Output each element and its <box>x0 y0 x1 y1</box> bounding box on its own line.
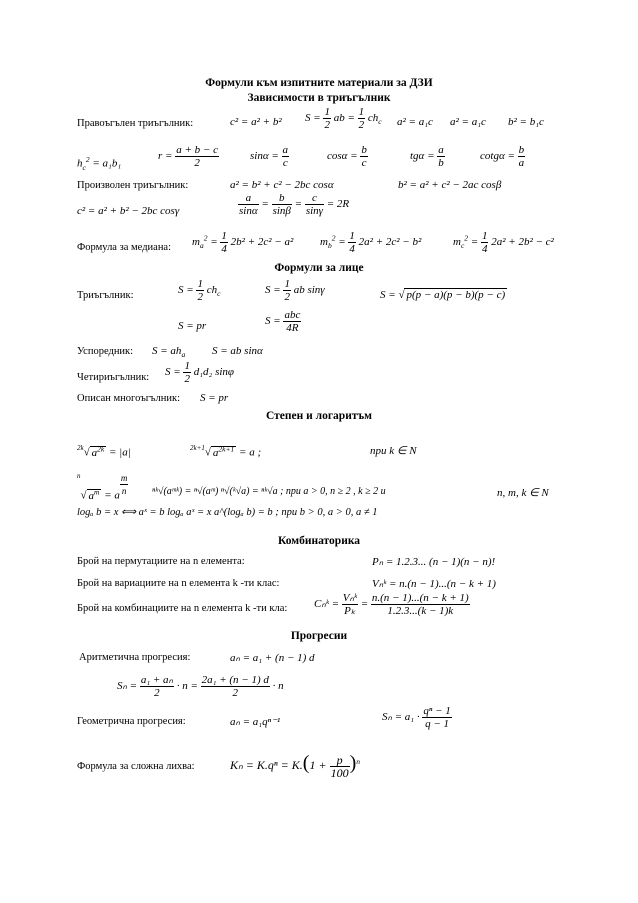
area-end: ch <box>367 112 379 125</box>
sin-formula: sinα = $\frac{a}{c}$ <box>250 144 289 169</box>
root-properties: ⁿᵏ√(aᵐᵏ) = ⁿ√(aᵐ) ⁿ√(ᵏ√a) = ⁿᵏ√a ; при a > 0, n ≥ 2 , k ≥ 2 и <box>152 486 386 497</box>
parallelogram-ah: $S = ah_a$ <box>152 345 186 360</box>
permutations-formula: Pₙ = 1.2.3... (n − 1)(n − n)! <box>372 556 496 568</box>
combinations-label: Брой на комбинациите на n елемента k -ти кла: <box>77 603 288 614</box>
circumscribed-label: Описан многоъгълник: <box>77 393 180 404</box>
compound-interest-formula: Kₙ = K.qⁿ = K.(1 + $\frac{p}{100}$ )$^n$ <box>230 752 360 780</box>
arithmetic-sum: Sₙ = $\frac{\text{a₁ + aₙ}}{2}$ · n = $\frac{\text{2a₁ + (n − 1) d}}{2}$ · n <box>117 674 284 699</box>
quadrilateral-formula: S = $\frac{1}{2}$ d₁d₂ sinφ <box>165 360 235 385</box>
section-heading-area: Формули за лице <box>274 262 364 274</box>
arithmetic-nth-term: aₙ = a₁ + (n − 1) d <box>230 652 315 664</box>
pythagoras-formula: c² = a² + b² <box>230 116 282 128</box>
compound-interest-label: Формула за сложна лихва: <box>77 761 195 772</box>
euclid-a: a² = a₁c <box>397 116 433 128</box>
area-half-base-height: S = $\frac{1}{2}$ $ch_c$ <box>178 278 221 303</box>
odd-root-formula: $^{2k+1}$√ $a^{2k+1} = a$ ; <box>190 444 262 459</box>
triangle-area-label: Триъгълник: <box>77 290 134 301</box>
root-condition: при k ∈ N <box>370 445 417 457</box>
section-heading-triangle: Зависимости в триъгълник <box>247 92 391 104</box>
height-formula: $h_c^2 = a_1b_1$ <box>77 155 122 172</box>
section-heading-combinatorics: Комбинаторика <box>277 535 361 547</box>
cosine-law-a: a² = b² + c² − 2bc cosα <box>230 179 334 191</box>
median-b-formula: $m_b^2$ = $\frac{1}{4}$ 2a² + 2c² − b² <box>320 230 422 255</box>
combinations-formula: Cₙᵏ = Vₙᵏ Pₖ = $\frac{n.(n - 1)...(n - k + 1)}{1.2.3...(k - 1)k}$ <box>314 592 469 617</box>
power-root-formula: $^n$√ $a^m = a$ $\frac{m}{n}$ <box>77 472 128 502</box>
cos-formula: cosα = $\frac{b}{c}$ <box>327 144 367 169</box>
area-pr: S = pr <box>178 320 207 332</box>
root-number-set: n, m, k ∈ N <box>497 487 549 499</box>
area-mid: ab = <box>333 112 358 125</box>
tg-formula: tgα = $\frac{a}{b}$ <box>410 144 444 169</box>
geometric-nth-term: aₙ = a₁qⁿ⁻¹ <box>230 716 281 728</box>
euclid-a2: a² = a₁c <box>450 116 486 128</box>
heron-formula: S = √ p(p − a)(p − b)(p − c) <box>380 289 506 301</box>
right-triangle-label: Правоъгълен триъгълник: <box>77 118 194 129</box>
general-triangle-label: Произволен триъгълник: <box>77 180 189 191</box>
cosine-law-c: c² = a² + b² − 2bc cosγ <box>77 205 180 217</box>
variations-label: Брой на вариациите на n елемента k -ти клас: <box>77 578 280 589</box>
right-area-formula: S = $\frac{1}{2}$ ab = $\frac{1}{2}$ $ch_c$ <box>305 106 382 131</box>
variations-formula: Vₙᵏ = n.(n − 1)...(n − k + 1) <box>372 578 496 590</box>
area-sine: S = $\frac{1}{2}$ ab sinγ <box>265 278 325 303</box>
quadrilateral-label: Четириъгълник: <box>77 372 150 383</box>
parallelogram-label: Успоредник: <box>77 346 134 357</box>
geometric-label: Геометрична прогресия: <box>77 716 186 727</box>
section-heading-progressions: Прогресии <box>290 630 348 642</box>
euclid-b: b² = b₁c <box>508 116 544 128</box>
arithmetic-label: Аритметична прогресия: <box>79 652 191 663</box>
median-label: Формула за медиана: <box>77 242 172 253</box>
cosine-law-b: b² = a² + c² − 2ac cosβ <box>398 179 502 191</box>
section-heading-powers: Степен и логаритъм <box>265 410 373 422</box>
even-root-formula: $^{2k}$√ $a^{2k} = |a|$ <box>77 444 131 459</box>
cotg-formula: cotgα = $\frac{b}{a}$ <box>480 144 525 169</box>
area-abc-4r: S = abc 4R <box>265 309 301 334</box>
geometric-sum: Sₙ = a₁ · $\frac{\text{qⁿ − 1}}{q - 1}$ <box>382 705 451 730</box>
log-definitions: logₐ b = x ⟺ aˣ = b logₐ aˣ = x a^(logₐ b) = b ; при b > 0, a > 0, a ≠ 1 <box>77 507 378 518</box>
median-c-formula: $m_c^2$ = $\frac{1}{4}$ 2a² + 2b² − c² <box>453 230 554 255</box>
half-fraction-2: $\frac{1}{2}$ <box>358 106 365 131</box>
inradius-formula: r = $\frac{a + b - c}{2}$ <box>158 144 218 169</box>
parallelogram-sine: S = ab sinα <box>212 345 263 357</box>
permutations-label: Брой на пермутациите на n елемента: <box>77 556 245 567</box>
circumscribed-formula: S = pr <box>200 392 229 404</box>
median-a-formula: $m_a^2$ = $\frac{1}{4}$ 2b² + 2c² − a² <box>192 230 294 255</box>
area-lhs: S = <box>305 112 324 125</box>
sine-law: $\frac{a}{\sin\alpha}$ = $\frac{b}{\sin\beta}$ = $\frac{c}{\sin\gamma}$ = 2R <box>239 192 350 217</box>
half-fraction: $\frac{1}{2}$ <box>324 106 330 131</box>
page-title: Формули към изпитните материали за ДЗИ <box>205 77 433 89</box>
